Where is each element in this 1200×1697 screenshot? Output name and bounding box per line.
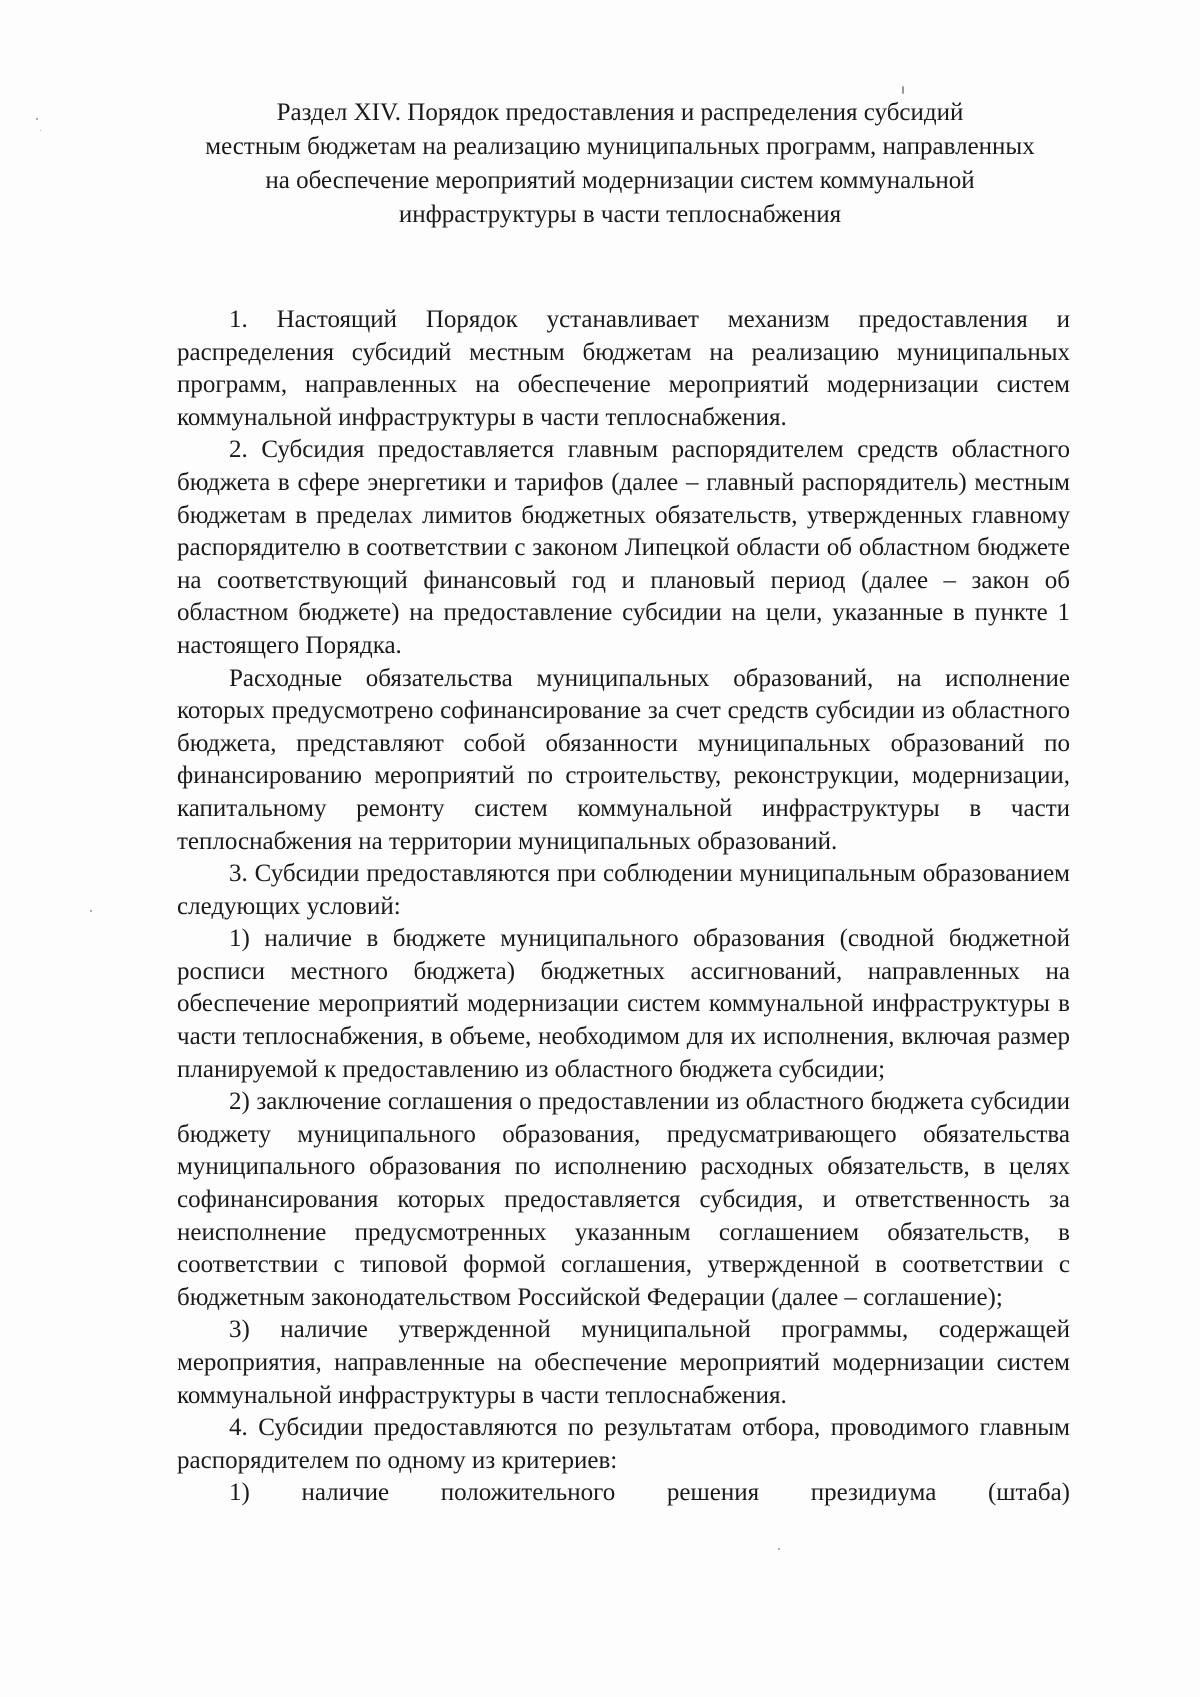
scan-speck	[778, 1548, 780, 1550]
criterion-1: 1) наличие положительного решения президиума (штаба)	[229, 1479, 1070, 1507]
scan-speck	[90, 910, 92, 912]
scan-speck	[36, 118, 38, 120]
paragraph-1: 1. Настоящий Порядок устанавливает механизм предоставления и распределения субсидий местным бюджетам на реализацию муниципальных программ, направленных на обеспечение мероприятий модернизации систем коммунальной инфраструктуры в части теплоснабжения.	[177, 306, 1070, 431]
scan-speck	[902, 86, 904, 94]
condition-2: 2) заключение соглашения о предоставлении из областного бюджета субсидии бюджету муниципального образования, предусматривающего обязательства муниципального образования по исполнению расходных обязательств, в целях софинансирования которых предоставляется субсидия, и ответственность за неисполнение предусмотренных указанным соглашением обязательств, в соответствии с типовой формой соглашения, утвержденной в соответствии с бюджетным законодательством Российской Федерации (далее – соглашение);	[177, 1088, 1070, 1311]
paragraph-3: 3. Субсидии предоставляются при соблюдении муниципальным образованием следующих условий:	[177, 860, 1070, 920]
scan-speck	[40, 130, 41, 131]
condition-1: 1) наличие в бюджете муниципального образования (сводной бюджетной росписи местного бюджета) бюджетных ассигнований, направленных на обеспечение мероприятий модернизации систем коммунальной инфраструктуры в части теплоснабжения, в объеме, необходимом для их исполнения, включая размер планируемой к предоставлению из областного бюджета субсидии;	[177, 925, 1070, 1083]
document-body	[177, 304, 1070, 1510]
title-line: Раздел XIV. Порядок предоставления и распределения субсидий	[276, 99, 964, 126]
paragraph-expense-obligations: Расходные обязательства муниципальных образований, на исполнение которых предусмотрено софинансирование за счет средств субсидии из областного бюджета, представляют собой обязанности муниципальных образований по финансированию мероприятий по строительству, реконструкции, модернизации, капитальному ремонту систем коммунальной инфраструктуры в части теплоснабжения на территории муниципальных образований.	[177, 664, 1070, 855]
title-line: местным бюджетам на реализацию муниципальных программ, направленных	[205, 133, 1035, 160]
paragraph-2: 2. Субсидия предоставляется главным распорядителем средств областного бюджета в сфере энергетики и тарифов (далее – главный распорядитель) местным бюджетам в пределах лимитов бюджетных обязательств, утвержденных главному распорядителю в соответствии с законом Липецкой области об областном бюджете на соответствующий финансовый год и плановый период (далее – закон об областном бюджете) на предоставление субсидии на цели, указанные в пункте 1 настоящего Порядка.	[177, 436, 1070, 659]
condition-3: 3) наличие утвержденной муниципальной программы, содержащей мероприятия, направленные на обеспечение мероприятий модернизации систем коммунальной инфраструктуры в части теплоснабжения.	[177, 1316, 1070, 1409]
section-title	[170, 96, 1070, 232]
paragraph-4: 4. Субсидии предоставляются по результатам отбора, проводимого главным распорядителем по одному из критериев:	[177, 1414, 1070, 1474]
title-line: на обеспечение мероприятий модернизации систем коммунальной	[265, 167, 975, 194]
title-line: инфраструктуры в части теплоснабжения	[398, 201, 842, 228]
